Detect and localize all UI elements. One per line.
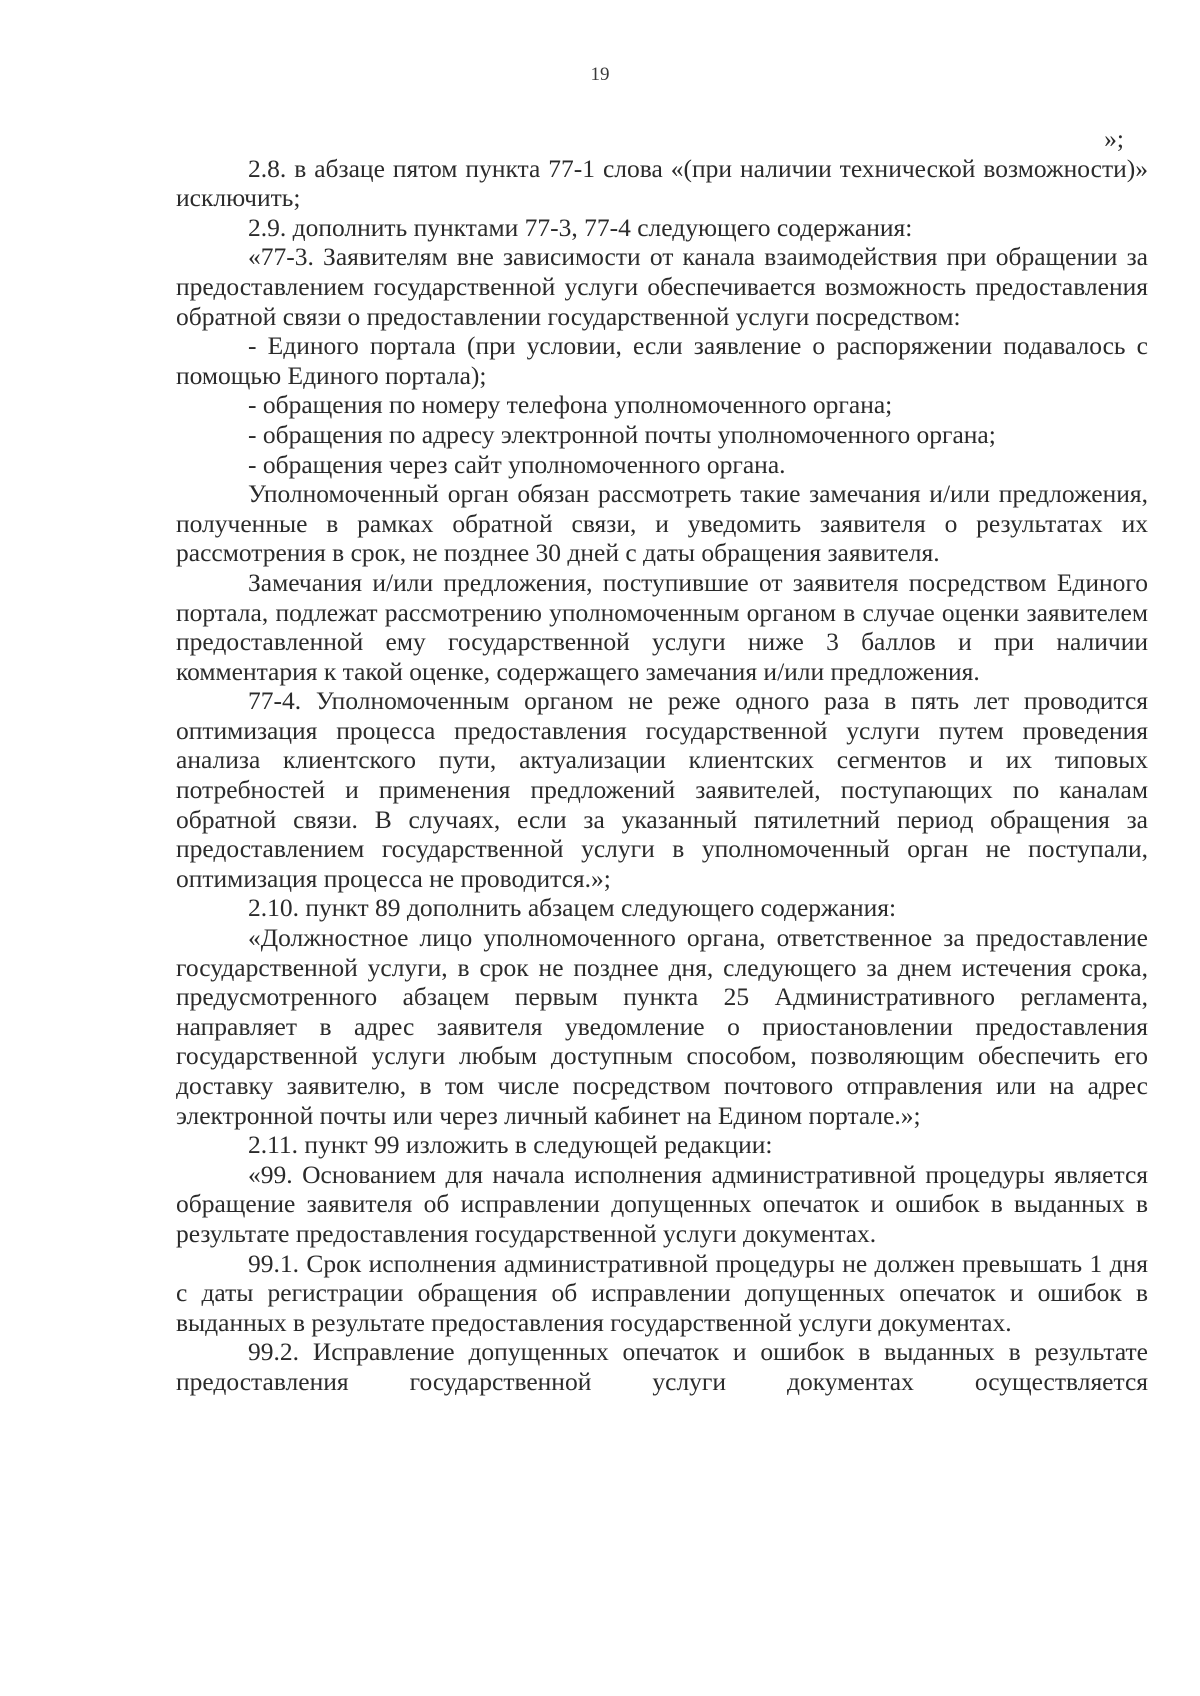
paragraph-99-2: 99.2. Исправление допущенных опечаток и ошибок в выданных в результате предоставления государственной услуги документах осуществляется: [176, 1337, 1148, 1396]
paragraph-2-10: 2.10. пункт 89 дополнить абзацем следующего содержания:: [248, 893, 897, 923]
paragraph-77-4: 77-4. Уполномоченным органом не реже одного раза в пять лет проводится оптимизация процесса предоставления государственной услуги путем проведения анализа клиентского пути, актуализации клиентских сегментов и их типовых потребностей и применения предложений заявителей, поступающих по каналам обратной связи. В случаях, если за указанный пятилетний период обращения за предоставлением государственной услуги в уполномоченный орган не поступали, оптимизация процесса не проводится.»;: [176, 686, 1148, 893]
closing-quote: »;: [1104, 124, 1124, 153]
page-number: 19: [590, 64, 610, 85]
paragraph-2-8: 2.8. в абзаце пятом пункта 77-1 слова «(при наличии технической возможности)» исключить;: [176, 153, 1148, 213]
list-item-website: - обращения через сайт уполномоченного органа.: [248, 449, 786, 479]
paragraph-feedback-portal: Замечания и/или предложения, поступившие от заявителя посредством Единого портала, подлежат рассмотрению уполномоченным органом в случае оценки заявителем предоставленной ему государственной услуги ниже 3 баллов и при наличии комментария к такой оценке, содержащего замечания и/или предложения.: [176, 567, 1148, 686]
document-body: [176, 124, 1148, 1397]
paragraph-99-1: 99.1. Срок исполнения административной процедуры не должен превышать 1 дня с даты регистрации обращения об исправлении допущенных опечаток и ошибок в выданных в результате предоставления государственной услуги документах.: [176, 1248, 1148, 1337]
list-item-email: - обращения по адресу электронной почты уполномоченного органа;: [248, 419, 996, 449]
paragraph-2-9: 2.9. дополнить пунктами 77-3, 77-4 следующего содержания:: [248, 212, 913, 242]
list-item-unified-portal: - Единого портала (при условии, если заявление о распоряжении подавалось с помощью Единого портала);: [176, 331, 1148, 390]
paragraph-2-11: 2.11. пункт 99 изложить в следующей редакции:: [248, 1130, 773, 1160]
paragraph-77-3: «77-3. Заявителям вне зависимости от канала взаимодействия при обращении за предоставлением государственной услуги обеспечивается возможность предоставления обратной связи о предоставлении государственной услуги посредством:: [176, 242, 1148, 331]
paragraph-official-notice: «Должностное лицо уполномоченного органа, ответственное за предоставление государственной услуги, в срок не позднее дня, следующего за днем истечения срока, предусмотренного абзацем первым пункта 25 Административного регламента, направляет в адрес заявителя уведомление о приостановлении предоставления государственной услуги любым доступным способом, позволяющим обеспечить его доставку заявителю, в том числе посредством почтового отправления или на адрес электронной почты или через личный кабинет на Едином портале.»;: [176, 923, 1148, 1130]
paragraph-99: «99. Основанием для начала исполнения административной процедуры является обращение заявителя об исправлении допущенных опечаток и ошибок в выданных в результате предоставления государственной услуги документах.: [176, 1159, 1148, 1248]
paragraph-feedback-review: Уполномоченный орган обязан рассмотреть такие замечания и/или предложения, полученные в рамках обратной связи, и уведомить заявителя о результатах их рассмотрения в срок, не позднее 30 дней с даты обращения заявителя.: [176, 479, 1148, 568]
list-item-phone: - обращения по номеру телефона уполномоченного органа;: [248, 390, 893, 420]
